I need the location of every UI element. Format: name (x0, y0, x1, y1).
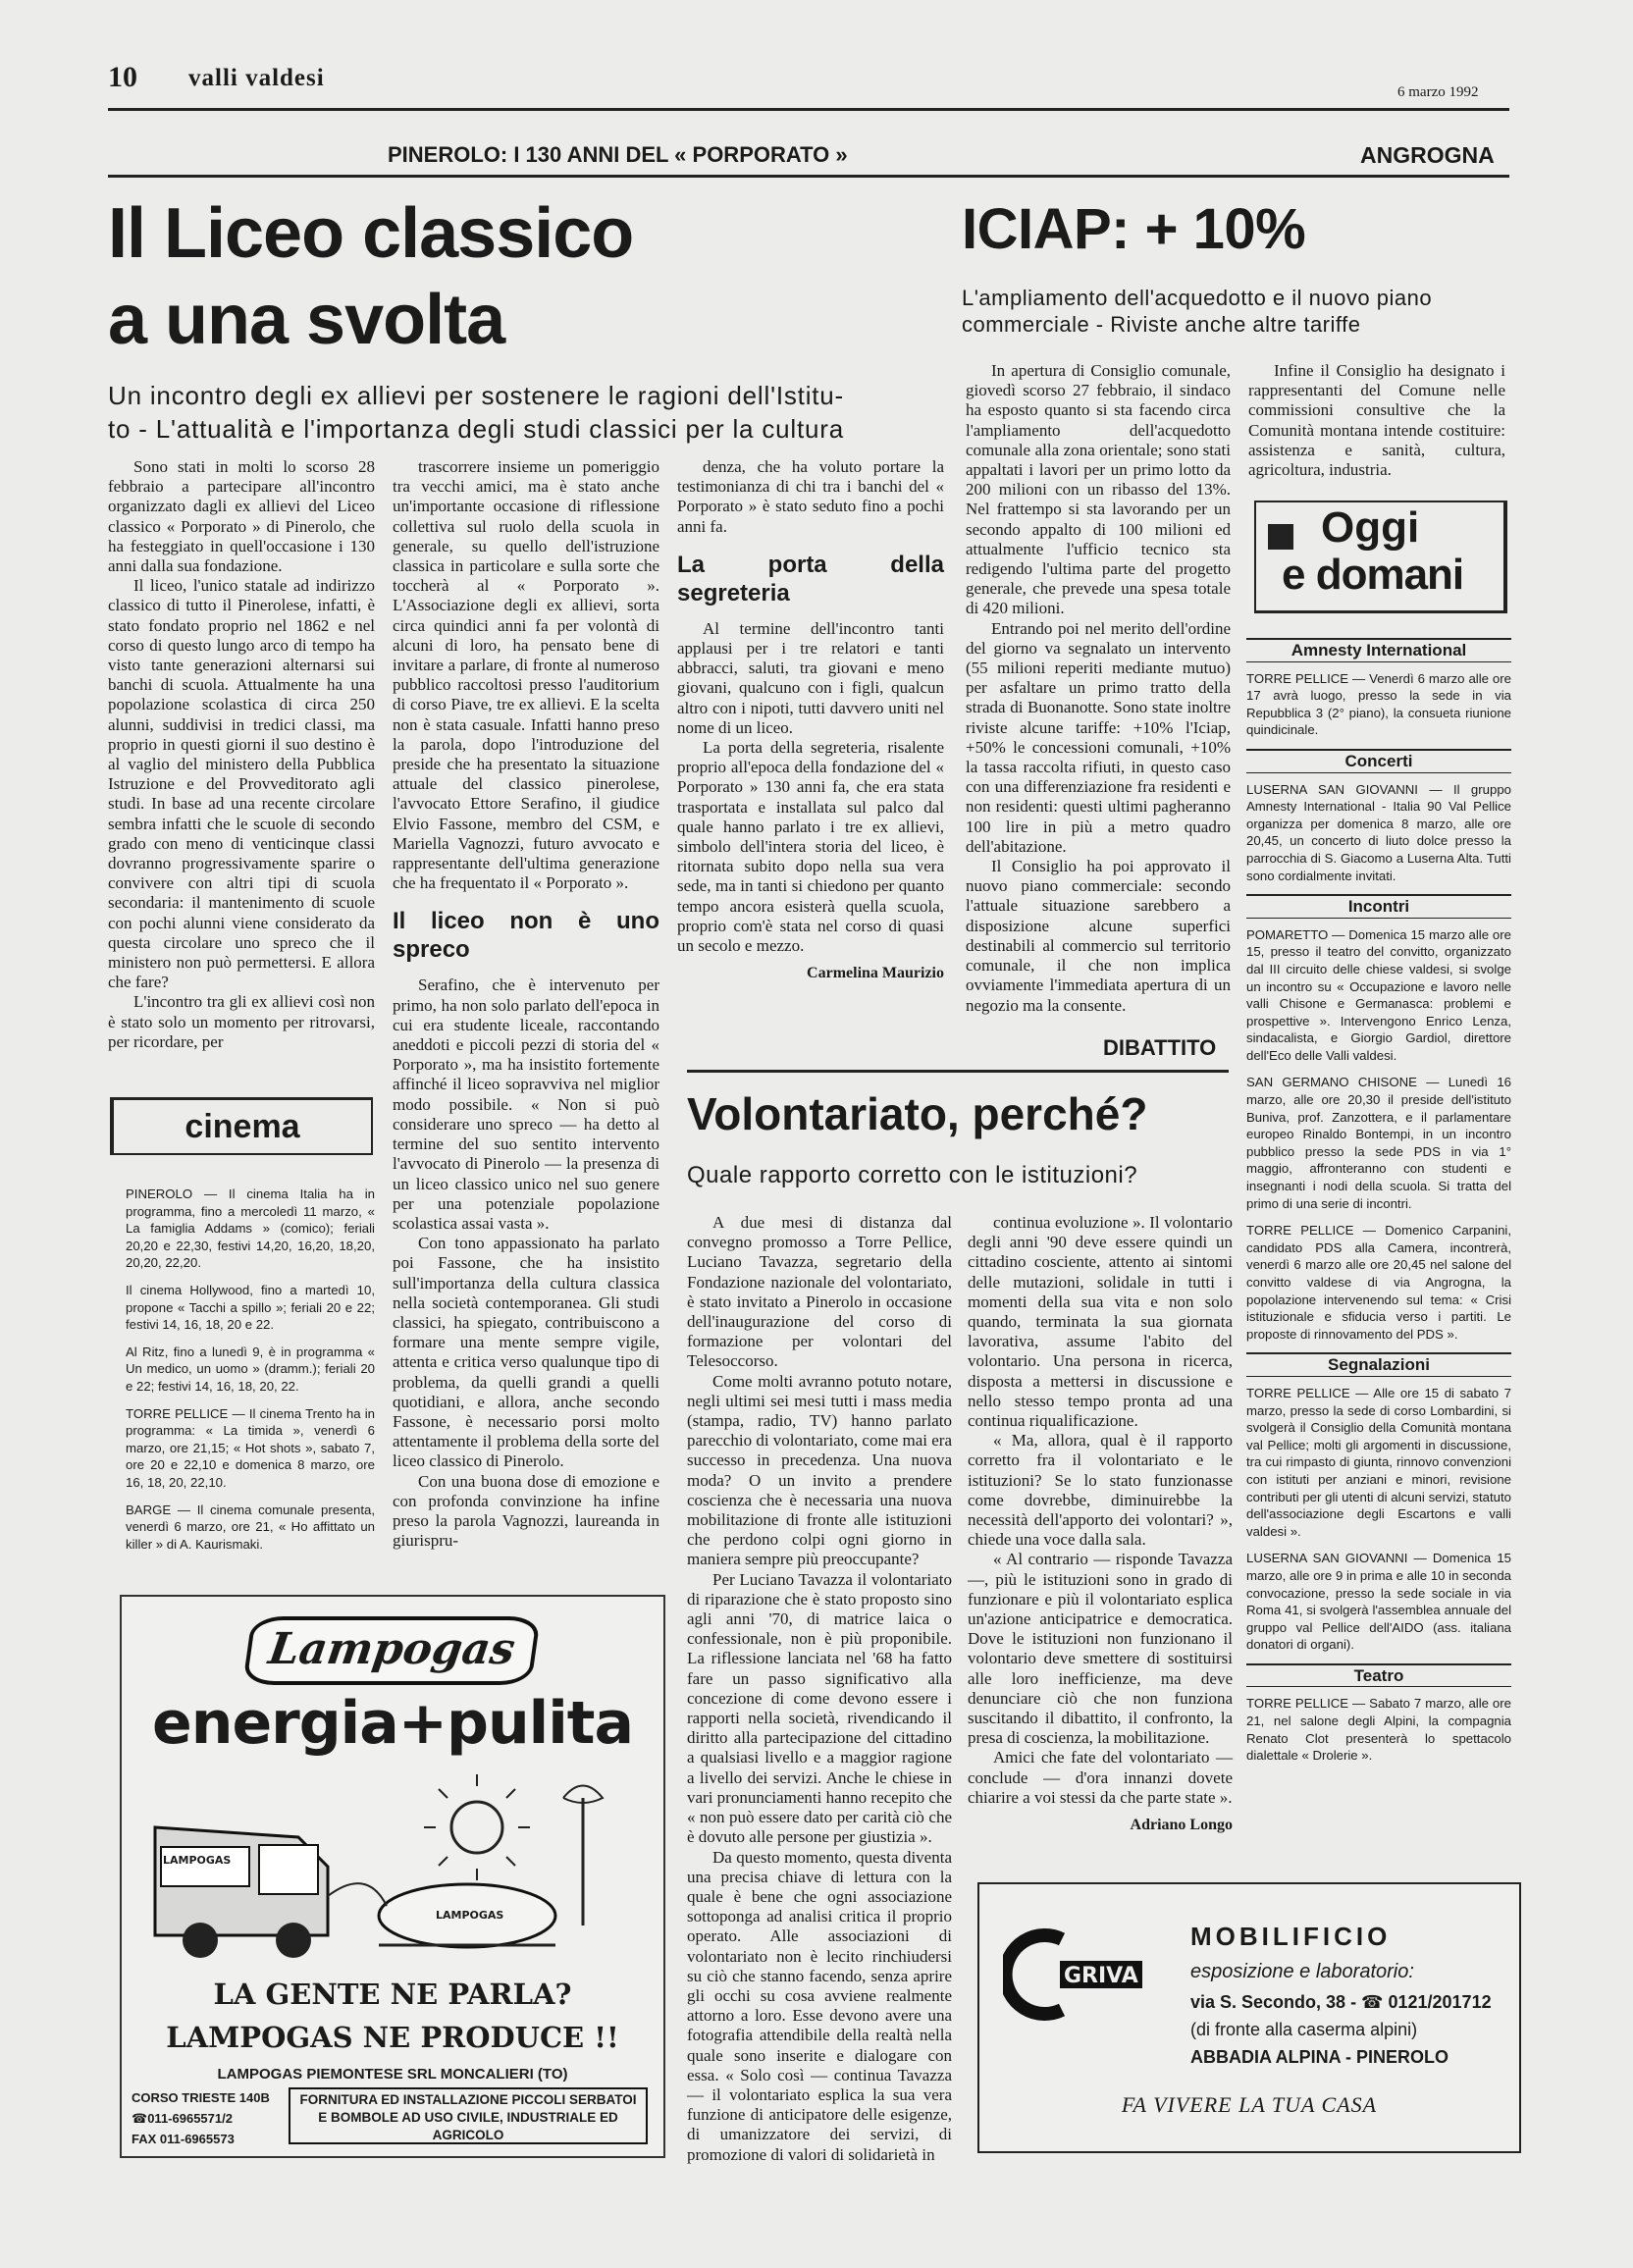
lampogas-phone (132, 2111, 233, 2127)
list-item: POMARETTO — Domenica 15 marzo alle ore 15, presso il teatro del convitto, organizzato dal III circuito delle chiese valdesi, si svolge un incontro su « Occupazione e lavoro nelle valli Chisone e Germanasca: problemi e prospettive ». Intervengono Enrico Lenza, sindacalista, e Giorgio Gardiol, direttore dell'Eco delle Valli valdesi. (1246, 926, 1511, 1063)
lampogas-company: LAMPOGAS PIEMONTESE SRL MONCALIERI (TO) (217, 2066, 568, 2083)
paragraph: Amici che fate del volontariato — conclude — d'ora innanzi dovete chiarire a voi stessi da che parte state ». (968, 1748, 1233, 1807)
cinema-listings (126, 1186, 375, 1562)
lampogas-tank-label: LAMPOGAS (436, 1909, 504, 1922)
volontariato-column-2 (968, 1213, 1233, 1835)
list-item: TORRE PELLICE — Alle ore 15 di sabato 7 marzo, presso la sede di corso Lombardini, si svolgerà il Consiglio della Comunità montana val Pellice; molti gli argomenti in discussione, tra cui rimpasto di giunta, rinnovo convenzioni con istituti per anziani e minori, revisione contributi per gli utenti di alcuni servizi, statuto dell'associazione degli Escartons e valli valdesi ». (1246, 1385, 1511, 1539)
liceo-kicker: PINEROLO: I 130 ANNI DEL « PORPORATO » (388, 142, 848, 167)
paragraph: « Ma, allora, qual è il rapporto corretto fra il volontariato e le istituzioni? Se lo stato funzionasse come dovrebbe, diminuirebbe la necessità dell'apporto dei volontari? », chiede una voce dalla sala. (968, 1431, 1233, 1550)
list-item: TORRE PELLICE — Domenico Carpanini, candidato PDS alla Camera, incontrerà, venerdì 6 marzo alle ore 20,45 nel salone del convitto valdese di via Angrogna, la popolazione intervenendo sul tema: « Crisi istituzionale e sfiducia verso i partiti. Le proposte di rinnovamento del PDS ». (1246, 1223, 1511, 1342)
lampogas-logo-text: Lampogas (265, 1624, 518, 1674)
paragraph: Con una buona dose di emozione e con profonda convinzione ha infine preso la parola Vagnozzi, laureanda in giurispru- (393, 1471, 659, 1551)
lampogas-line2: LAMPOGAS NE PRODUCE !! (166, 2021, 619, 2054)
square-bullet-icon (1268, 524, 1293, 550)
liceo-subhead-segreteria: La porta della segreteria (677, 551, 944, 607)
list-item: Al Ritz, fino a lunedì 9, è in programma « Un medico, un uomo » (dramm.); feriali 20 e 22; festivi 14, 16, 18, 20, 22. (126, 1344, 375, 1394)
list-item: LUSERNA SAN GIOVANNI — Il gruppo Amnesty International - Italia 90 Val Pellice organizza per domenica 8 marzo, alle ore 20,45, un concerto di liuto dolce presso la parrocchia di S. Giacomo a Luserna Alta. Tutti sono cordialmente invitati. (1246, 781, 1511, 883)
volontariato-signature: Adriano Longo (1130, 1817, 1233, 1834)
paragraph: Con tono appassionato ha parlato poi Fassone, che ha insistito sull'importanza della cultura classica nella società contemporanea. Gli studi classici, ha spiegato, contribuiscono a formare una mente sempre vigile, attenta e critica verso qualunque tipo di problema, da quelli grandi a quelli quotidiani, e allora, anche secondo Fassone, è necessario porsi molto attentamente il problema della sorte del liceo classico di Pinerolo. (393, 1234, 659, 1471)
griva-line4: ABBADIA ALPINA - PINEROLO (1190, 2047, 1449, 2067)
volontariato-title: Volontariato, perché? (687, 1088, 1148, 1139)
paragraph: Il liceo, l'unico statale ad indirizzo classico di tutto il Pinerolese, infatti, è stato fondato proprio nel 1862 e nel corso di questo lungo arco di tempo ha visto tante generazioni alternarsi sui banchi di scuola. Attualmente ha una popolazione scolastica di circa 250 alunni, suddivisi in tredici classi, ma proprio in questi giorni il suo destino è al vaglio del ministero della Pubblica Istruzione e del Provveditorato agli studi. In base ad una recente circolare sembra infatti che le scuole di secondo grado con meno di venticinque classi dovranno progressivamente sparire o convivere con altri tipi di scuola secondaria: il mantenimento di scuole con pochi alunni viene considerato da questa circolare uno spreco che il ministero non può permettersi. E allora che fare? (108, 576, 375, 992)
lampogas-line1: LA GENTE NE PARLA? (213, 1978, 572, 2011)
liceo-signature: Carmelina Maurizio (807, 965, 944, 982)
griva-slogan: FA VIVERE LA TUA CASA (1121, 2092, 1378, 2117)
griva-name: MOBILIFICIO (1190, 1922, 1392, 1951)
liceo-subtitle-line2: to - L'attualità e l'importanza degli studi classici per la cultura (108, 414, 844, 444)
paragraph: L'incontro tra gli ex allievi così non è stato solo un momento per ritrovarsi, per ricordare, per (108, 992, 375, 1051)
lampogas-fax: FAX 011-6965573 (132, 2132, 235, 2146)
griva-address: via S. Secondo, 38 - ☎ 0121/201712 (1190, 1992, 1492, 2012)
oggi-heading-box (1254, 501, 1507, 613)
iciap-title: ICIAP: + 10% (962, 197, 1306, 261)
oggi-title-line2: e domani (1282, 551, 1464, 599)
paragraph: Infine il Consiglio ha designato i rappresentanti del Comune nelle commissioni consultive che la Comunità montana intende costituire: assistenza e sanità, cultura, agricoltura, industria. (1248, 361, 1505, 480)
list-item: LUSERNA SAN GIOVANNI — Domenica 15 marzo, alle ore 9 in prima e alle 10 in seconda convocazione, presso la sede sociale in via Roma 41, si svolgerà l'assemblea annuale del gruppo val Pellice dell'AIDO (ass. italiana donatori di organi). (1246, 1551, 1511, 1653)
paragraph: A due mesi di distanza dal convegno promosso a Torre Pellice, Luciano Tavazza, segretario della Fondazione nazionale del volontariato, è stato invitato a Pinerolo in occasione dell'inaugurazione del corso di formazione per volontari del Telesoccorso. (687, 1213, 952, 1371)
lampogas-truck-illustration (151, 1768, 634, 1965)
svg-text:GRIVA: GRIVA (1064, 1964, 1138, 1988)
volontariato-column-1 (687, 1213, 952, 2165)
griva-logo-mark (1003, 1925, 1150, 2024)
list-item: BARGE — Il cinema comunale presenta, venerdì 6 marzo, ore 21, « Ho affittato un killer » di A. Kaurismaki. (126, 1502, 375, 1552)
category-heading: Amnesty International (1246, 638, 1511, 662)
paragraph: Da questo momento, questa diventa una precisa chiave di lettura con la quale è bene che ogni associazione sottoponga ad analisi critica il proprio operato. Alle associazioni di volontariato non è lecito rinchiudersi su ciò che stanno facendo, senza aprire gli occhi su cosa avviene realmente attorno a loro. Esse devono avere una fotografia attendibile della realtà nella quale sono inserite e dialogare con essa. « Solo così — continua Tavazza — il volontariato esplica la sua vera funzione di anticipatore delle esigenze, di umanizzatore dei servizi, di promozione di valori di solidarietà in (687, 1847, 952, 2164)
lampogas-ad (120, 1595, 665, 2158)
page-number: 10 (108, 61, 137, 93)
list-item: SAN GERMANO CHISONE — Lunedì 16 marzo, alle ore 20,30 il preside dell'istituto Buniva, prof. Zanzottera, e il parlamentare europeo Rinaldo Bontempi, in un incontro pubblico presso la sede PDS in via 1° maggio, affronteranno con studenti e insegnanti i nodi della scuola. Si tratta del primo di una serie di incontri. (1246, 1075, 1511, 1211)
paragraph: Sono stati in molti lo scorso 28 febbraio a partecipare all'incontro organizzato dagli ex allievi del Liceo classico « Porporato » di Pinerolo, che ha festeggiato in quell'occasione i 130 anni dalla sua fondazione. (108, 457, 375, 576)
header-rule (108, 108, 1509, 111)
liceo-kicker-rule (108, 175, 964, 178)
paragraph: Entrando poi nel merito dell'ordine del giorno va segnalato un intervento (55 milioni reperiti mediante mutuo) per asfaltare un primo tratto della strada di Buonanotte. Sono state inoltre riviste alcune tariffe: +10% l'Iciap, +50% le concessioni comunali, +10% la tassa raccolta rifiuti, in questo caso con una differenziazione fra residenti e non residenti: questi ultimi pagheranno 100 lire in più a metro quadro dell'abitazione. (966, 618, 1231, 856)
publication-name: valli valdesi (188, 65, 325, 91)
oggi-listings (1246, 628, 1511, 1774)
iciap-kicker-rule (964, 175, 1509, 178)
lampogas-slogan: energia+pulita (152, 1689, 633, 1758)
paragraph: denza, che ha voluto portare la testimonianza di chi tra i banchi del « Porporato » è stato seduto fino a pochi anni fa. (677, 457, 944, 536)
list-item: TORRE PELLICE — Il cinema Trento ha in programma: « La timida », venerdì 6 marzo, ore 21,15; « Hot shots », sabato 7, ore 20 e 22,10 e domenica 8 marzo, ore 16, 18, 20, 22,10. (126, 1405, 375, 1490)
griva-ad (977, 1882, 1521, 2153)
oggi-title-line1: Oggi (1321, 503, 1420, 552)
paragraph: Serafino, che è intervenuto per primo, ha non solo parlato dell'epoca in cui era studente liceale, raccontando aneddoti e piccoli pezzi di storia del « Porporato », ma ha insistito fortemente affinché il liceo sopravviva nel miglior modo possibile. « Non si può considerare uno spreco — ha detto al termine del suo sentito intervento l'avvocato di Pinerolo — la presenza di un liceo classico unico nel suo genere per una potenziale popolazione scolastica assai vasta ». (393, 976, 659, 1233)
lampogas-services: FORNITURA ED INSTALLAZIONE PICCOLI SERBATOI E BOMBOLE AD USO CIVILE, INDUSTRIALE ED AGRICOLO (289, 2087, 648, 2144)
volontariato-kicker: DIBATTITO (1103, 1035, 1217, 1060)
iciap-column-2 (1248, 361, 1505, 480)
list-item: PINEROLO — Il cinema Italia ha in programma, fino a mercoledì 11 marzo, « La famiglia Addams » (comico); feriali 20,20 e 22,30, festivi 14,20, 16,20, 18,20, 20,20, 22,20. (126, 1187, 375, 1271)
paragraph: Per Luciano Tavazza il volontariato di riparazione che è stato proposto sino agli anni '70, di matrice laica o confessionale, non è più proponibile. La riflessione lanciata nel '68 ha fatto fare un passo significativo alla concezione di come devono essere i rapporti nella società, rivendicando il diritto alla partecipazione del cittadino a qualsiasi livello e a maggior ragione a livello dei servizi. Anche le chiese in vari pronunciamenti hanno recepito che « non può essere dato per carità ciò che è dovuto alle persone per giustizia ». (687, 1569, 952, 1847)
category-heading: Incontri (1246, 894, 1511, 919)
griva-line3: (di fronte alla caserma alpini) (1190, 2020, 1418, 2039)
list-item: Il cinema Hollywood, fino a martedì 10, propone « Tacchi a spillo »; feriali 20 e 22; festivi 14, 16, 18, 20 e 22. (126, 1282, 375, 1333)
paragraph: continua evoluzione ». Il volontario degli anni '90 deve essere quindi un cittadino cosciente, attento ai sintomi delle mutazioni, solidale in tutti i momenti della sua vita e non solo quando, terminata la sua giornata lavorativa, assume l'abito del volontario. Una persona in ricerca, disposta a mettersi in discussione e nello stesso tempo pronta ad una continua riqualificazione. (968, 1213, 1233, 1431)
lampogas-phone-number: 011-6965571/2 (147, 2111, 233, 2126)
liceo-title-line2: a una svolta (108, 281, 505, 359)
issue-date: 6 marzo 1992 (1397, 84, 1479, 100)
liceo-subtitle-line1: Un incontro degli ex allievi per sostenere le ragioni dell'Istitu- (108, 381, 845, 410)
paragraph: La porta della segreteria, risalente proprio all'epoca della fondazione del « Porporato » 130 anni fa, che era stata trasportata e installata sul palco dal quale hanno parlato i tre ex allievi, simbolo dell'intera storia del liceo, è ritornata subito dopo nella sua vera sede, ma in tanti si chiedono per quanto tempo ancora esisterà quella scuola, proprio com'è stata nel corso di quasi un secolo e mezzo. (677, 738, 944, 956)
paragraph: trascorrere insieme un pomeriggio tra vecchi amici, ma è stato anche un'importante occasione di riflessione collettiva sul ruolo della scuola in generale, su quello dell'istruzione classica in particolare e sulla sorte che toccherà al « Porporato ». L'Associazione degli ex allievi, sorta circa quindici anni fa per volontà di alcuni di loro, ha pensato bene di invitare a parlare, di fronte al numeroso pubblico raccoltosi presso l'auditorium di corso Piave, tre ex allievi. E la scelta non è stata casuale. Infatti hanno preso la parola, dopo l'introduzione del preside che ha presentato la situazione attuale del classico pinerolese, l'avvocato Ettore Serafino, il giudice Elvio Fassone, membro del CSM, e Mariella Vagnozzi, futuro avvocato e rappresentante dell'ultima generazione che ha frequentato il « Porporato ». (393, 457, 659, 893)
volontariato-kicker-rule (687, 1070, 1229, 1073)
list-item: TORRE PELLICE — Sabato 7 marzo, alle ore 21, nel salone degli Alpini, la compagnia Renato Clot presenterà lo spettacolo dialettale « Drolerie ». (1246, 1696, 1511, 1764)
liceo-title-line1: Il Liceo classico (108, 194, 634, 273)
paragraph: Il Consiglio ha poi approvato il nuovo piano commerciale: secondo l'attuale situazione sarebbero a disposizione alcune superfici destinabili al commercio sul territorio comunale, il che non implica ovviamente l'immediata apertura di un negozio ma la consente. (966, 857, 1231, 1015)
category-heading: Concerti (1246, 749, 1511, 773)
liceo-column-3 (677, 457, 944, 983)
phone-icon: ☎ (132, 2111, 148, 2126)
category-heading: Segnalazioni (1246, 1352, 1511, 1377)
paragraph: « Al contrario — risponde Tavazza —, più le istituzioni sono in grado di funzionare e più il volontariato esplica un'azione anticipatrice e democratica. Dove le istituzioni non funzionano il volontario deve smettere di sostituirsi alle loro inefficienze, ma deve denunciare ciò che non funziona suscitando il dibattito, il confronto, la presa di coscienza, la mobilitazione. (968, 1550, 1233, 1748)
iciap-subtitle: L'ampliamento dell'acquedotto e il nuovo piano commerciale - Riviste anche altre tariffe (962, 286, 1433, 337)
lampogas-logo-banner (242, 1616, 541, 1685)
list-item: TORRE PELLICE — Venerdì 6 marzo alle ore 17 avrà luogo, presso la sede in via Repubblica 3 (2° piano), la consueta riunione quindicinale. (1246, 670, 1511, 738)
iciap-kicker: ANGROGNA (1360, 142, 1495, 168)
volontariato-subtitle: Quale rapporto corretto con le istituzioni? (687, 1162, 1138, 1188)
liceo-column-1 (108, 457, 375, 1052)
category-heading: Teatro (1246, 1663, 1511, 1688)
liceo-column-2 (393, 457, 659, 1551)
paragraph: Al termine dell'incontro tanti applausi per i tre relatori e tanti abbracci, saluti, tra giovani e meno giovani, qualcuno con i figli, qualcun altro con i nipoti, tutti davvero uniti nel nome di un liceo. (677, 618, 944, 737)
liceo-subhead-spreco: Il liceo non è uno spreco (393, 908, 659, 964)
griva-line1: esposizione e laboratorio: (1190, 1961, 1414, 1982)
cinema-heading-box (110, 1097, 373, 1155)
cinema-heading: cinema (184, 1108, 300, 1145)
paragraph: In apertura di Consiglio comunale, giovedì scorso 27 febbraio, il sindaco ha esposto quanto si sta facendo circa l'ampliamento dell'acquedotto comunale alla zona orientale; sono stati appaltati i lavori per un primo lotto da 200 milioni con un ribasso del 13%. Nel frattempo si sta lavorando per un secondo appalto di 100 milioni ed attualmente l'ufficio tecnico sta redigendo l'ultima parte del progetto generale, che prevede una spesa totale di 420 milioni. (966, 361, 1231, 618)
lampogas-address: CORSO TRIESTE 140B (132, 2090, 270, 2105)
lampogas-truck-label: LAMPOGAS (163, 1854, 232, 1867)
paragraph: Come molti avranno potuto notare, negli ultimi sei mesi tutti i mass media (stampa, radio, TV) hanno parlato parecchio di volontariato, come mai era successo in precedenza. Una nuova moda? O un invito a prendere coscienza che è necessaria una nuova mobilitazione di fronte alle istituzioni che perdono colpi ogni giorno in maniera sempre più preoccupante? (687, 1371, 952, 1569)
iciap-column-1 (966, 361, 1231, 1016)
